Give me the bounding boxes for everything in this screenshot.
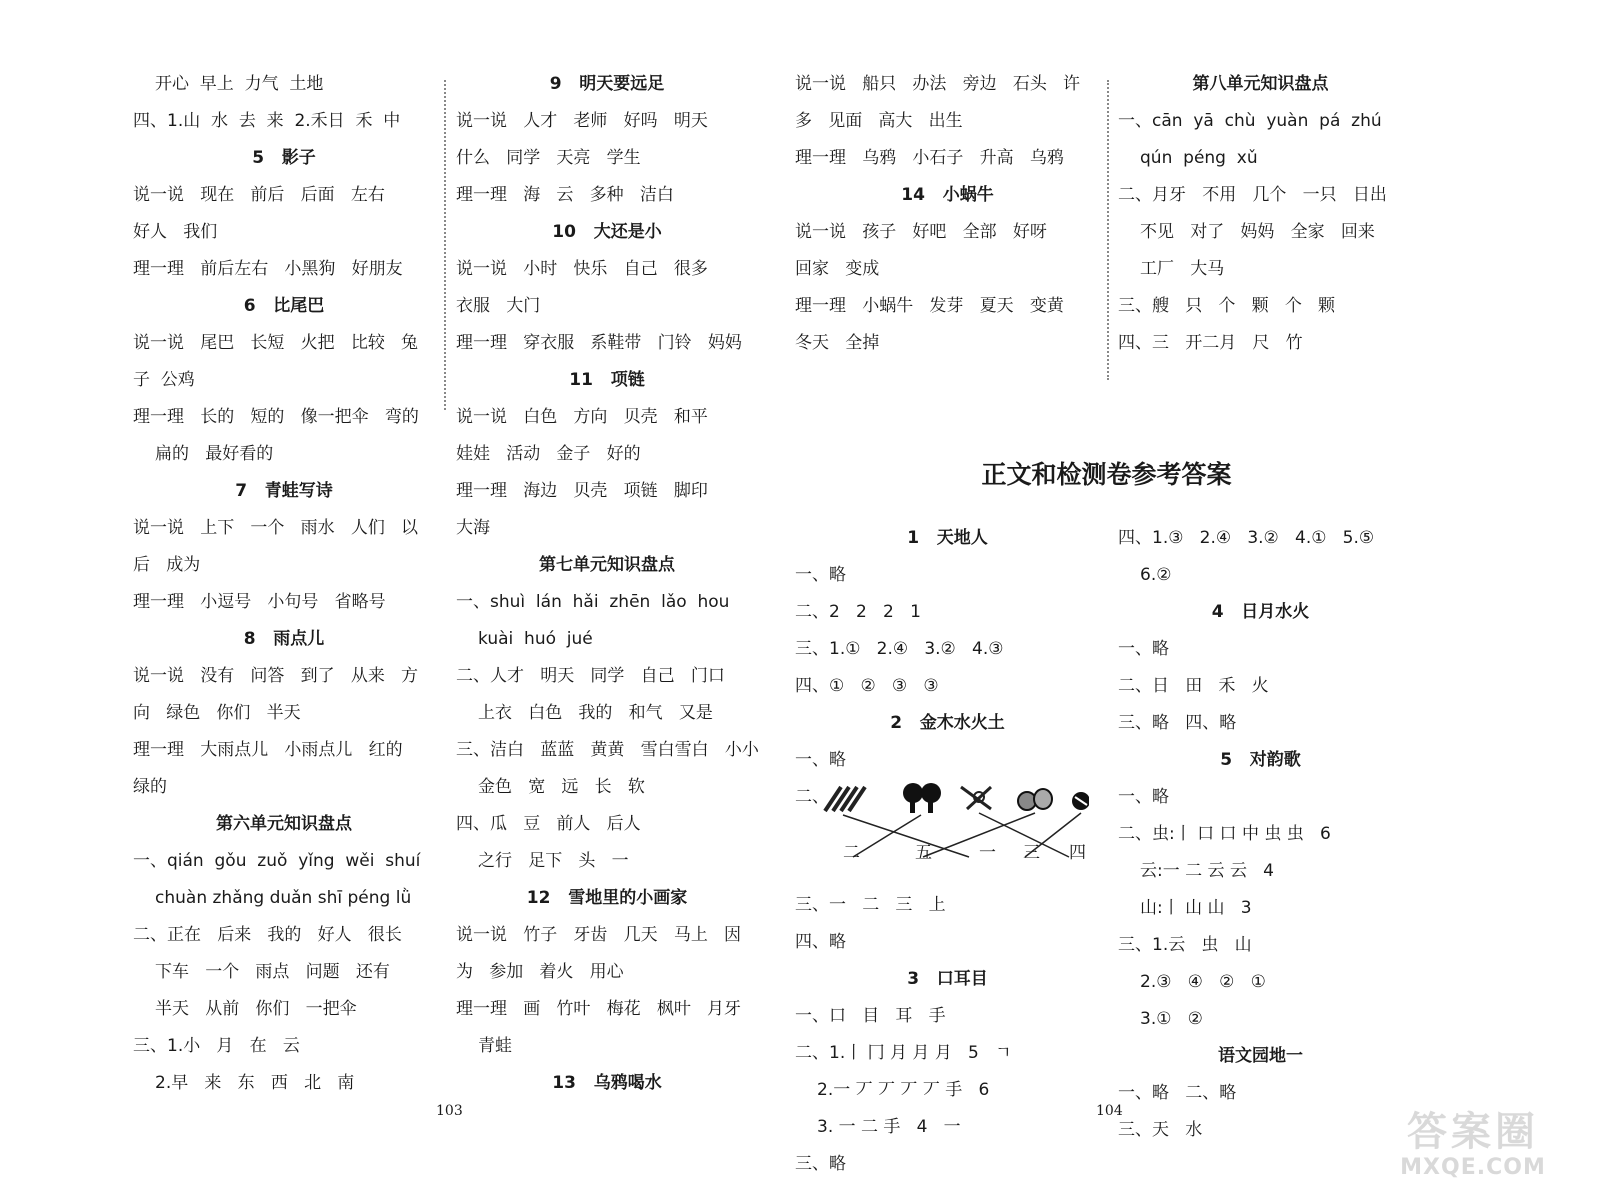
page-title (1118, 430, 1403, 520)
answer-line: 理一理 海 云 多种 洁白 (456, 185, 674, 205)
column-2 (456, 66, 758, 1102)
answer-line: 不见 对了 妈妈 全家 回来 (1140, 222, 1375, 242)
answer-line: 一、shuì lán hǎi zhēn lǎo hou (456, 592, 730, 612)
tree-trunk (910, 799, 915, 813)
answer-line: 说一说 现在 前后 后面 左右 (133, 185, 385, 205)
answer-line: 说一说 船只 办法 旁边 石头 许 (795, 74, 1081, 94)
answer-line (1118, 362, 1403, 396)
section-heading: 7 青蛙写诗 (235, 481, 333, 501)
answer-line: 三、1.① 2.④ 3.② 4.③ (795, 639, 1004, 659)
match-number: 三 (1023, 843, 1040, 863)
section-heading: 第八单元知识盘点 (1192, 74, 1329, 94)
answer-line: 理一理 画 竹叶 梅花 枫叶 月牙 (456, 999, 742, 1019)
answer-line: 二、月牙 不用 几个 一只 日出 (1118, 185, 1387, 205)
answer-line: 四、1.山 水 去 来 2.禾日 禾 中 (133, 111, 401, 131)
section-heading: 1 天地人 (907, 528, 988, 548)
answer-line: 说一说 孩子 好吧 全部 好呀 (795, 222, 1047, 242)
section-heading: 9 明天要远足 (549, 74, 665, 94)
answer-line: 理一理 小逗号 小句号 省略号 (133, 592, 386, 612)
answer-line (795, 362, 1100, 396)
answer-line: 三、略 四、略 (1118, 713, 1237, 733)
answer-line: 二、虫:丨 口 口 中 虫 虫 6 (1118, 824, 1331, 844)
answer-line: 说一说 尾巴 长短 火把 比较 兔 (133, 333, 419, 353)
answer-line: 好人 我们 (133, 222, 218, 242)
page-number-right: 104 (1096, 1103, 1123, 1119)
answer-line: 子 公鸡 (133, 370, 195, 390)
column-1 (133, 66, 435, 1102)
answer-line: 理一理 前后左右 小黑狗 好朋友 (133, 259, 403, 279)
answer-line: 三、艘 只 个 颗 个 颗 (1118, 296, 1336, 316)
answer-line: 之行 足下 头 一 (478, 851, 629, 871)
answer-line: 三、1.云 虫 山 (1118, 935, 1252, 955)
answer-line: 二、1.丨 冂 月 月 月 5 ㄱ (795, 1043, 1012, 1063)
answer-line: 二、2 2 2 1 (795, 602, 921, 622)
watermark-text: 答案圈 (1407, 1109, 1539, 1155)
answer-line: 工厂 大马 (1140, 259, 1225, 279)
answer-line: 一、略 (1118, 787, 1169, 807)
answer-line: 理一理 小蜗牛 发芽 夏天 变黄 (795, 296, 1064, 316)
section-heading: 第六单元知识盘点 (216, 814, 352, 834)
answer-line: 衣服 大门 (456, 296, 541, 316)
answer-line: 2.③ ④ ② ① (1140, 972, 1266, 992)
answer-line: 四、1.③ 2.④ 3.② 4.① 5.⑤ (1118, 528, 1375, 548)
answer-line: qún péng xǔ (1140, 148, 1258, 168)
section-heading: 13 乌鸦喝水 (552, 1073, 662, 1093)
answer-line: 向 绿色 你们 半天 (133, 703, 301, 723)
answer-line: 开心 早上 力气 土地 (155, 74, 324, 94)
answer-line: 绿的 (133, 777, 167, 797)
answer-line: 一、略 (1118, 639, 1169, 659)
answer-line: 2.早 来 东 西 北 南 (155, 1073, 355, 1093)
answer-line: 为 参加 着火 用心 (456, 962, 624, 982)
answer-line: 上衣 白色 我的 和气 又是 (478, 703, 713, 723)
answer-line: 二、正在 后来 我的 好人 很长 (133, 925, 402, 945)
answer-line: 多 见面 高大 出生 (795, 111, 963, 131)
section-heading: 5 影子 (252, 148, 316, 168)
answer-line: 说一说 竹子 牙齿 几天 马上 因 (456, 925, 742, 945)
answer-line: 一、口 目 耳 手 (795, 1006, 946, 1026)
section-heading: 11 项链 (569, 370, 645, 390)
answer-line: 青蛙 (478, 1036, 512, 1056)
tree-trunk (928, 799, 933, 813)
answer-line: 大海 (456, 518, 490, 538)
answer-line: 三、1.小 月 在 云 (133, 1036, 300, 1056)
answer-line: 理一理 大雨点儿 小雨点儿 红的 (133, 740, 403, 760)
answer-line: 半天 从前 你们 一把伞 (155, 999, 357, 1019)
answer-line: 四、略 (795, 932, 846, 952)
answer-line (1118, 396, 1403, 430)
answer-line: 说一说 人才 老师 好吗 明天 (456, 111, 708, 131)
answer-line: 3. 一 二 手 4 一 (817, 1117, 961, 1137)
section-heading: 6 比尾巴 (243, 296, 325, 316)
answer-line: 说一说 上下 一个 雨水 人们 以 (133, 518, 419, 538)
answer-line: 一、略 二、略 (1118, 1083, 1237, 1103)
answer-line: 四、三 开二月 尺 竹 (1118, 333, 1303, 353)
divider-right (1107, 80, 1109, 380)
answer-line: 3.① ② (1140, 1009, 1203, 1029)
answer-line: 四、① ② ③ ③ (795, 676, 939, 696)
answer-line: 6.② (1140, 565, 1172, 585)
section-heading: 2 金木水火土 (890, 713, 1005, 733)
section-heading: 8 雨点儿 (243, 629, 325, 649)
divider-left (444, 80, 446, 410)
answer-line: 一、略 (795, 565, 846, 585)
answer-line: 云:一 二 云 云 4 (1140, 861, 1274, 881)
answer-line: 一、cān yā chù yuàn pá zhú (1118, 111, 1382, 131)
answer-line: 2.一 丆 丆 丆 丆 手 6 (817, 1080, 990, 1100)
section-heading: 3 口耳目 (907, 969, 988, 989)
match-number: 二 (843, 843, 860, 863)
page-number-left: 103 (436, 1103, 463, 1119)
answer-line: 四、瓜 豆 前人 后人 (456, 814, 641, 834)
answer-line: 回家 变成 (795, 259, 880, 279)
section-heading: 5 对韵歌 (1220, 750, 1301, 770)
answer-line: 一、略 (795, 750, 846, 770)
section-heading: 12 雪地里的小画家 (526, 888, 688, 908)
answer-line: kuài huó jué (478, 629, 593, 649)
match-number: 五 (915, 843, 932, 863)
answer-line: 三、略 (795, 1154, 846, 1174)
answer-line: 说一说 没有 问答 到了 从来 方 (133, 666, 419, 686)
answer-line: 理一理 乌鸦 小石子 升高 乌鸦 (795, 148, 1064, 168)
answer-line: 三、洁白 蓝蓝 黄黄 雪白雪白 小小 (456, 740, 759, 760)
match-number: 四 (1069, 843, 1086, 863)
section-heading: 4 日月水火 (1211, 602, 1310, 622)
section-heading: 语文园地一 (1218, 1046, 1303, 1066)
answer-line: 理一理 长的 短的 像一把伞 弯的 (133, 407, 419, 427)
answer-line: 二、人才 明天 同学 自己 门口 (456, 666, 725, 686)
answer-line: 一、qián gǒu zuǒ yǐng wěi shuí (133, 851, 421, 871)
answer-line: 二、 二 五 一 三 四 (795, 779, 1100, 887)
answer-line: 下车 一个 雨点 问题 还有 (155, 962, 390, 982)
answer-line: 三、天 水 (1118, 1120, 1203, 1140)
answer-line: 说一说 白色 方向 贝壳 和平 (456, 407, 708, 427)
answer-line: 金色 宽 远 长 软 (478, 777, 645, 797)
column-4 (1118, 66, 1403, 1149)
answer-line: 三、一 二 三 上 (795, 895, 946, 915)
answer-line: chuàn zhǎng duǎn shī péng lǜ (155, 888, 412, 908)
answer-line: 说一说 小时 快乐 自己 很多 (456, 259, 708, 279)
match-number: 一 (979, 843, 996, 863)
answer-line: 冬天 全掉 (795, 333, 880, 353)
answer-line: 后 成为 (133, 555, 201, 575)
page-title: 正文和检测卷参考答案 (981, 460, 1232, 489)
stone-icon (1034, 789, 1052, 809)
section-heading: 10 大还是小 (552, 222, 662, 242)
section-heading: 第七单元知识盘点 (539, 555, 675, 575)
watermark-logo (1368, 1110, 1578, 1186)
section-heading: 14 小蜗牛 (901, 185, 994, 205)
answer-line: 二、日 田 禾 火 (1118, 676, 1269, 696)
answer-line: 什么 同学 天亮 学生 (456, 148, 641, 168)
answer-line (795, 396, 1100, 430)
answer-line: 扁的 最好看的 (155, 444, 274, 464)
answer-line: 山:丨 山 山 3 (1140, 898, 1252, 918)
answer-line: 理一理 海边 贝壳 项链 脚印 (456, 481, 708, 501)
answer-line: 理一理 穿衣服 系鞋带 门铃 妈妈 (456, 333, 742, 353)
watermark-domain: MXQE.COM (1400, 1155, 1546, 1180)
answer-line: 娃娃 活动 金子 好的 (456, 444, 641, 464)
